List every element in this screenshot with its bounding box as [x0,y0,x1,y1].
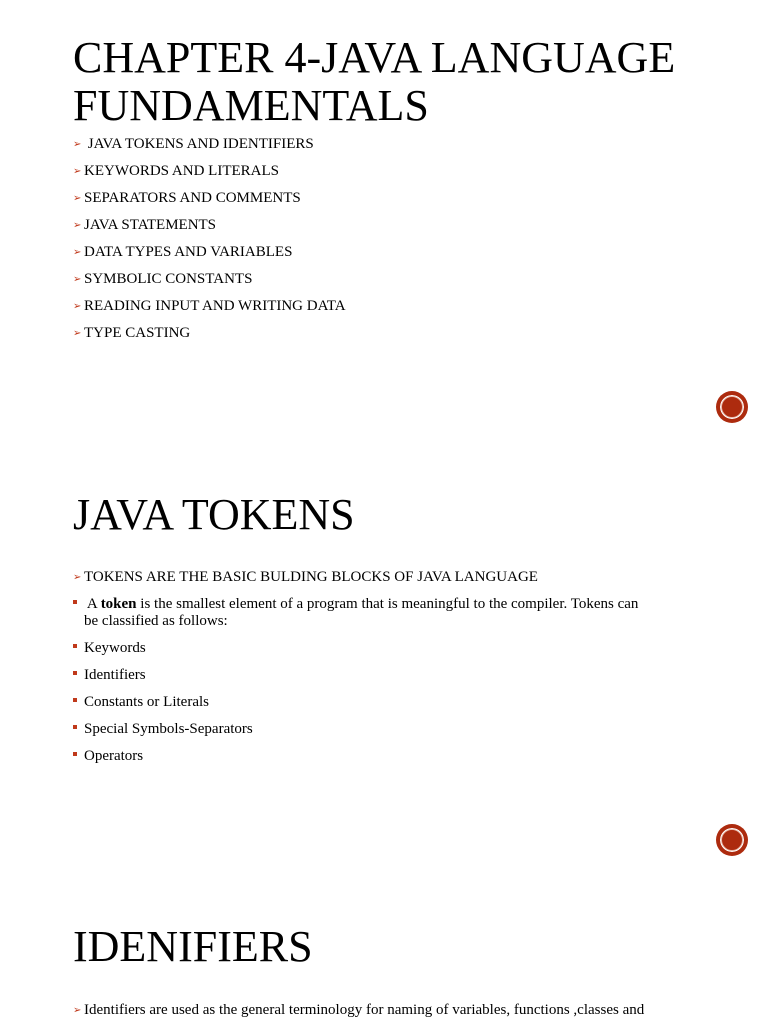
list-item: Special Symbols-Separators [73,721,693,748]
list-item: ➢ JAVA TOKENS AND IDENTIFIERS [73,136,314,152]
arrow-bullet-icon: ➢ [73,193,82,204]
slide-1-title-line-1: CHAPTER 4-JAVA LANGUAGE [73,33,676,82]
square-bullet-icon [73,752,77,756]
slide-1-nav-button[interactable] [718,393,746,421]
slide-2 [0,432,768,864]
square-bullet-icon [73,725,77,729]
token-definition: A token is the smallest element of a program that is meaningful to the compiler. Tokens can be classified as follows: [73,596,693,640]
slide-3 [0,864,768,1024]
list-item: Operators [73,748,693,775]
square-bullet-icon [73,698,77,702]
list-item: ➢ TYPE CASTING [73,325,191,341]
list-item: ➢ KEYWORDS AND LITERALS [73,163,279,179]
list-item: ➢ SYMBOLIC CONSTANTS [73,271,253,287]
list-item: Keywords [73,640,693,667]
arrow-bullet-icon: ➢ [73,166,82,177]
list-item: ➢ Identifiers are used as the general terminology for naming of variables, functions ,classes and [73,1002,645,1018]
arrow-bullet-icon: ➢ [73,1005,82,1016]
arrow-bullet-icon: ➢ [73,328,82,339]
slide-3-bullet-list [73,1002,693,1029]
arrow-bullet-icon: ➢ [73,139,82,150]
list-item: ➢ READING INPUT AND WRITING DATA [73,298,346,314]
arrow-bullet-icon: ➢ [73,247,82,258]
square-bullet-icon [73,644,77,648]
slide-2-nav-button[interactable] [718,826,746,854]
slide-2-title: JAVA TOKENS [73,490,355,539]
slide-3-title: IDENIFIERS [73,922,313,971]
arrow-bullet-icon: ➢ [73,220,82,231]
slide-1 [0,0,768,432]
token-bold-term: token [100,596,137,612]
list-item: ➢ SEPARATORS AND COMMENTS [73,190,301,206]
list-item: ➢ TOKENS ARE THE BASIC BULDING BLOCKS OF JAVA LANGUAGE [73,569,538,585]
arrow-bullet-icon: ➢ [73,274,82,285]
square-bullet-icon [73,671,77,675]
list-item: Constants or Literals [73,694,693,721]
list-item: ➢ JAVA STATEMENTS [73,217,217,233]
slide-2-bullet-list [73,569,693,775]
slide-1-bullet-list [73,136,693,352]
arrow-bullet-icon: ➢ [73,301,82,312]
list-item: Identifiers [73,667,693,694]
list-item: ➢ DATA TYPES AND VARIABLES [73,244,293,260]
square-bullet-icon [73,600,77,604]
slide-1-title [73,34,675,130]
slide-1-title-line-2: FUNDAMENTALS [73,81,429,130]
arrow-bullet-icon: ➢ [73,572,82,583]
